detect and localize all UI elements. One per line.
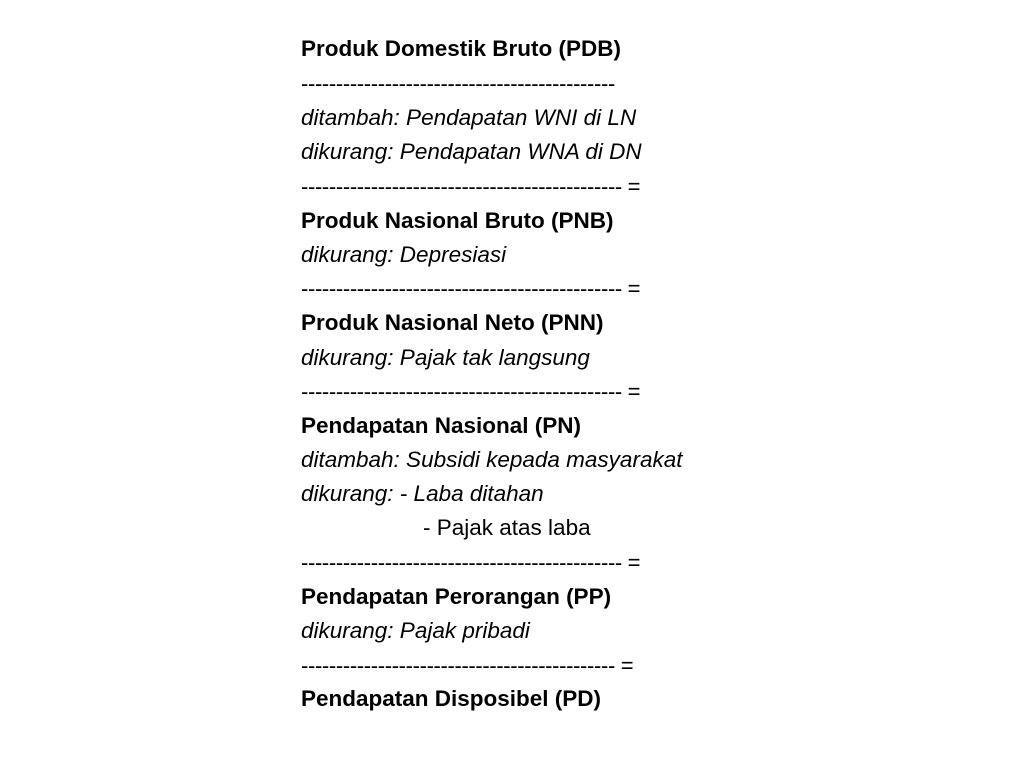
separator-line: --------------------------------------------- = [301,653,634,678]
pn-heading: Pendapatan Nasional (PN) [301,413,582,438]
pn-deduction-item: - Pajak atas laba [423,515,591,540]
pnb-deduction-label: dikurang: Depresiasi [301,242,507,267]
separator-line: ---------------------------------------------- = [301,550,641,575]
separator-line: ---------------------------------------------- = [301,174,641,199]
pdb-deduction-label: dikurang: Pendapatan WNA di DN [301,139,642,164]
separator-line: --------------------------------------------- [301,71,615,96]
pn-addition-label: ditambah: Subsidi kepada masyarakat [301,447,683,472]
pp-heading: Pendapatan Perorangan (PP) [301,584,612,609]
separator-line: ---------------------------------------------- = [301,276,641,301]
pnn-deduction-label: dikurang: Pajak tak langsung [301,345,590,370]
pnn-heading: Produk Nasional Neto (PNN) [301,310,604,335]
pnb-heading: Produk Nasional Bruto (PNB) [301,208,614,233]
pd-heading: Pendapatan Disposibel (PD) [301,686,602,711]
pn-deduction-label: dikurang: - Laba ditahan [301,481,544,506]
separator-line: ---------------------------------------------- = [301,379,641,404]
pdb-addition-label: ditambah: Pendapatan WNI di LN [301,105,637,130]
pdb-heading: Produk Domestik Bruto (PDB) [301,36,622,61]
pp-deduction-label: dikurang: Pajak pribadi [301,618,530,643]
